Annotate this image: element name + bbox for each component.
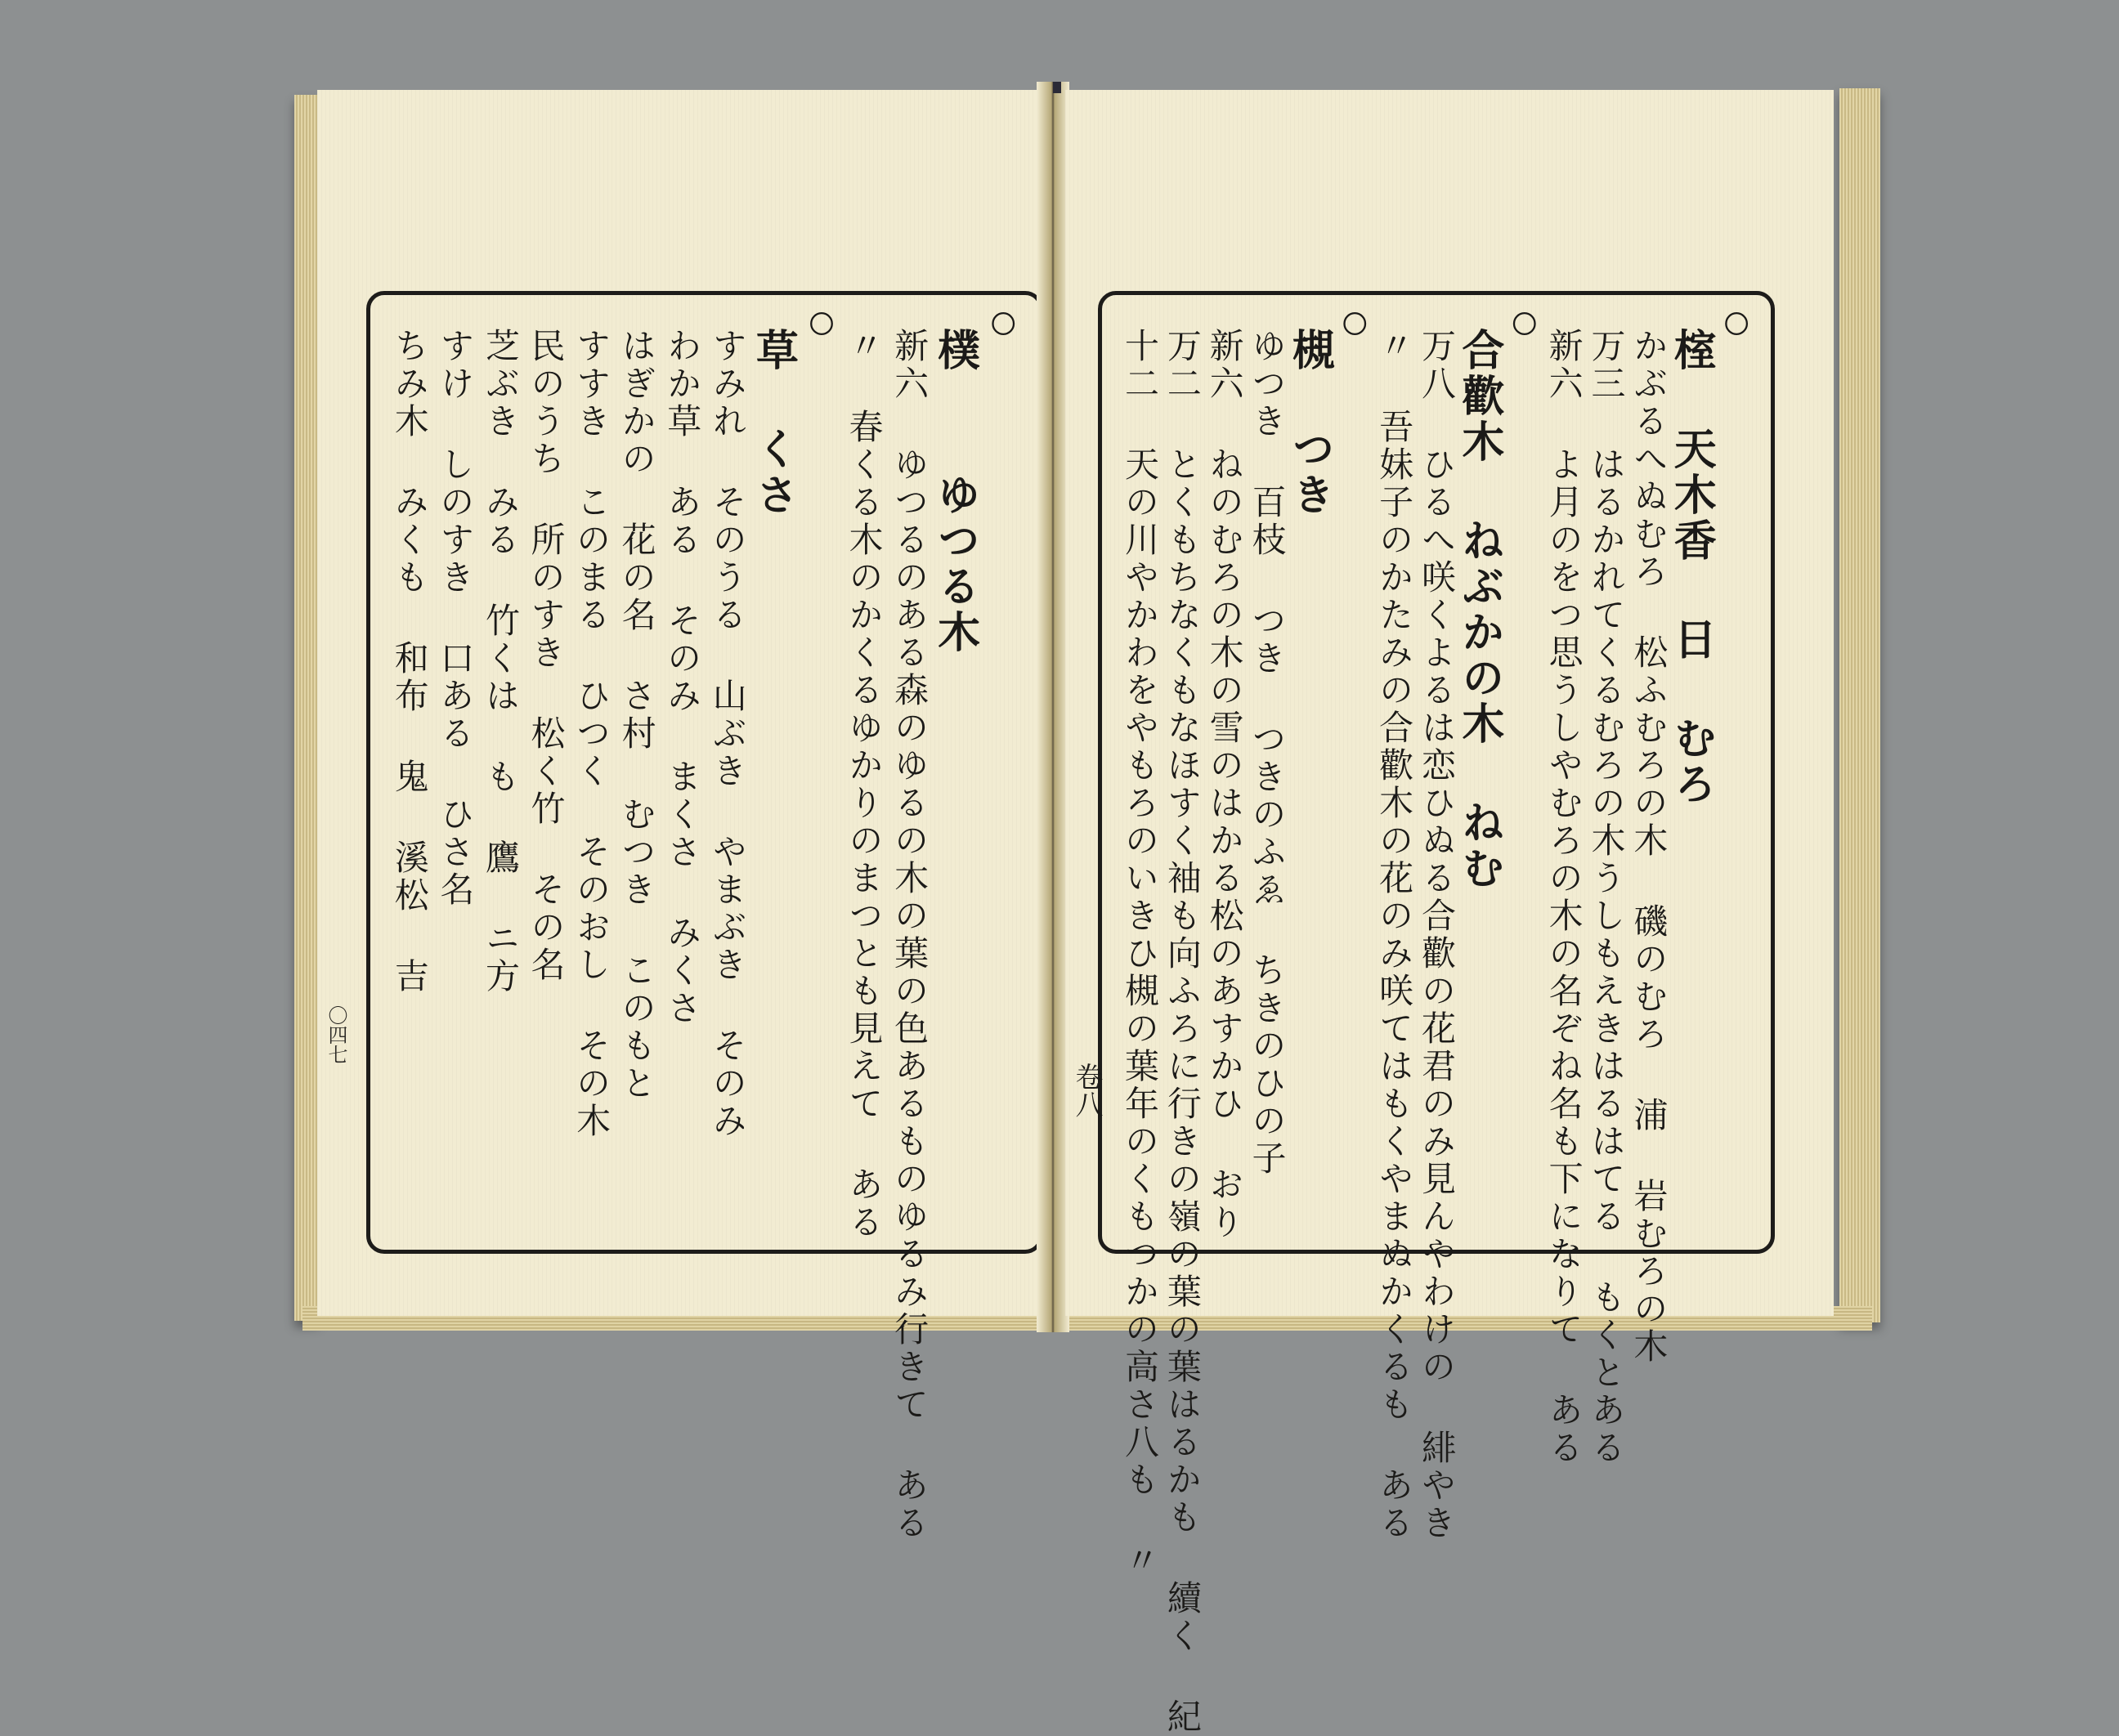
book-gutter [1037, 82, 1069, 1332]
left-text-frame [366, 291, 1043, 1542]
left-page-column: わか草 ある そのみ まくさ みくさ [662, 328, 703, 1027]
left-page-column: すけ しのすき 口ある ひさ名 [435, 328, 476, 909]
right-page-column: 万三 はるかれてくるむろの木うしもえきはるはてる もくとある [1586, 328, 1627, 1467]
right-page-column: 〇 [1507, 311, 1536, 339]
right-page-column: ゆつき 百枝 つき つきのふゑ ちきのひの子 [1247, 328, 1288, 1178]
right-page-column: 〇 [1337, 311, 1367, 339]
chapter-label: 卷八 [1070, 1063, 1103, 1118]
left-page-column: すみれ そのうる 山ぶき やまぶき そのみ [707, 328, 748, 1140]
right-page-column: 〃 吾妹子のかたみの合歡木の花のみ咲てはもくやまぬかくるも ある [1374, 328, 1415, 1542]
left-page-column: 新六 ゆつるのある森のゆるの木の葉の色あるものゆるみ行きて ある [889, 328, 930, 1542]
left-page-column: 芝ぶき みる 竹くは も 鷹 ニ方 [480, 328, 521, 996]
left-page-column: 樸 ゆつる木 [930, 328, 980, 655]
left-page-column: ちみ木 みくも 和布 鬼 溪松 吉 [389, 328, 430, 996]
right-page-column: 合歡木 ねぶかの木 ねむ [1454, 328, 1504, 892]
right-text-frame [1098, 291, 1775, 1736]
right-page-column: 〇 [1719, 311, 1749, 339]
right-page-column: 新六 ねのむろの木の雪のはかる松のあすかひ おり [1204, 328, 1245, 1242]
right-page [1065, 90, 1834, 1736]
left-page-column: 〇 [804, 311, 833, 339]
right-page-column: かぶるへぬむろ 松ふむろの木 磯のむろ 浦 岩むろの木 [1628, 328, 1669, 1366]
left-page [317, 90, 1041, 1542]
binding-thread [1053, 82, 1061, 93]
left-page-column: はぎかの 花の名 さ村 むつき このもと [616, 328, 657, 1103]
open-book [294, 82, 1880, 1736]
right-page-column: 新六 よ月のをつ思うしやむろの木の名ぞね名も下になりて ある [1543, 328, 1584, 1467]
right-page-column: 榁 天木香 日 むろ [1666, 328, 1717, 808]
right-page-column: 十二 天の川やかわをやもろのいきひ槻の葉年のくもつかの高さ八も 〃 [1119, 328, 1160, 1580]
right-page-column: 万八 ひるへ咲くよるは恋ひぬる合歡の花君のみ見んやわけの 緋やき [1417, 328, 1457, 1542]
page-number: 〇四七 [325, 1005, 347, 1064]
left-page-column: 草 くさ [748, 328, 799, 518]
right-page-column: 槻 つき [1284, 328, 1335, 518]
page-edges-left [294, 95, 319, 1321]
page-edges-right [1839, 88, 1880, 1322]
left-page-column: 民のうち 所のすき 松く竹 その名 [526, 328, 567, 984]
left-page-column: 〃 春くる木のかくるゆかりのまつとも見えて ある [844, 328, 885, 1242]
left-page-column: すすき このまる ひつく そのおし その木 [571, 328, 612, 1140]
left-page-column: 〇 [986, 311, 1015, 339]
right-page-column: 万二 とくもちなくもなほすく袖も向ふろに行きの嶺の葉の葉はるかも 續く 紀 [1162, 328, 1203, 1736]
